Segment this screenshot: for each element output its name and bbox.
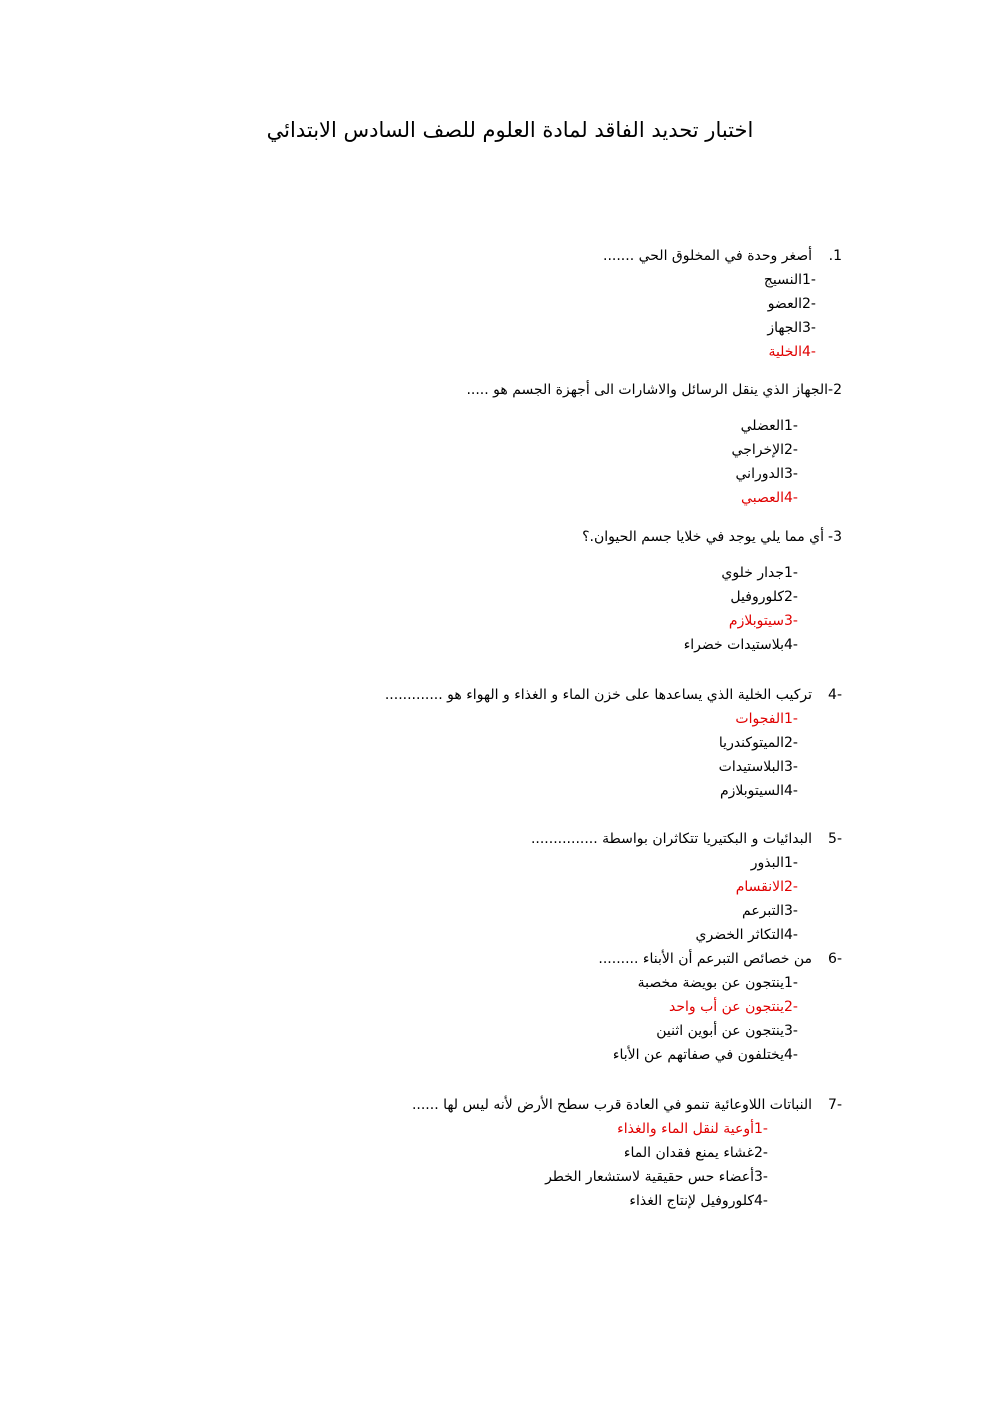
page-title: اختبار تحديد الفاقد لمادة العلوم للصف السادس الابتدائي: [266, 118, 754, 142]
option-3[interactable]: -3 سيتوبلازم: [728, 613, 798, 629]
question-7: [412, 1093, 842, 1213]
option-2[interactable]: -2 غشاء يمنع فقدان الماء: [623, 1145, 768, 1161]
option-1[interactable]: -1 أوعية لنقل الماء والغذاء: [617, 1121, 768, 1137]
question-number: -6: [828, 951, 842, 967]
option-4[interactable]: -4 كلوروفيل لإنتاج الغذاء: [629, 1193, 768, 1209]
question-number: 1.: [828, 248, 842, 264]
question-text: من خصائص التبرعم أن الأبناء .........: [598, 951, 812, 967]
option-1[interactable]: -1 النسيج: [763, 272, 816, 288]
option-1[interactable]: -1 جدار خلوي: [721, 565, 798, 581]
question-text: الجهاز الذي ينقل الرسائل والاشارات الى أجهزة الجسم هو .....: [466, 382, 829, 398]
option-3[interactable]: -3 البلاستيدات: [718, 759, 798, 775]
option-1[interactable]: -1 البذور: [750, 855, 798, 871]
question-text: تركيب الخلية الذي يساعدها على خزن الماء و الغذاء و الهواء هو .............: [384, 687, 812, 703]
question-text: أي مما يلي يوجد في خلايا جسم الحيوان.؟: [582, 529, 824, 545]
question-number: -5: [828, 831, 842, 847]
option-3[interactable]: -3 التبرعم: [742, 903, 798, 919]
option-1[interactable]: -1 ينتجون عن بويضة مخصبة: [637, 975, 798, 991]
option-2[interactable]: -2 ينتجون عن أب واحد: [669, 999, 798, 1015]
question-4: [385, 683, 842, 803]
option-2[interactable]: -2 الإخراجي: [731, 442, 798, 458]
option-3[interactable]: -3 أعضاء حس حقيقية لاستشعار الخطر: [545, 1169, 768, 1185]
question-number: 3-: [828, 529, 842, 545]
option-3[interactable]: -3 ينتجون عن أبوين اثنين: [656, 1023, 798, 1039]
option-3[interactable]: -3 الجهاز: [767, 320, 816, 336]
option-4[interactable]: -4 بلاستيدات خضراء: [683, 637, 798, 653]
option-4[interactable]: -4 الخلية: [768, 344, 816, 360]
option-2[interactable]: -2 كلوروفيل: [730, 589, 798, 605]
question-6: [598, 947, 842, 1067]
option-2[interactable]: -2 الميتوكندريا: [718, 735, 798, 751]
option-4[interactable]: -4 يختلفون في صفاتهم عن الأباء: [612, 1047, 798, 1063]
question-text: البدائيات و البكتيريا تتكاثران بواسطة ...............: [530, 831, 812, 847]
question-number: -7: [828, 1097, 842, 1113]
option-4[interactable]: -4 السيتوبلازم: [719, 783, 798, 799]
question-text: أصغر وحدة في المخلوق الحي .......: [603, 248, 812, 264]
option-2[interactable]: -2 الانقسام: [735, 879, 798, 895]
option-4[interactable]: -4 العصبي: [741, 490, 798, 506]
question-3: [582, 525, 842, 657]
option-1[interactable]: -1 العضلي: [740, 418, 798, 434]
option-1[interactable]: -1 الفجوات: [735, 711, 798, 727]
option-4[interactable]: -4 التكاثر الخضري: [695, 927, 798, 943]
question-number: -4: [828, 687, 842, 703]
question-5: [531, 827, 842, 947]
question-2: [466, 378, 842, 510]
question-number: 2-: [828, 382, 842, 398]
question-text: النباتات اللاوعائية تنمو في العادة قرب سطح الأرض لأنه ليس لها ......: [411, 1097, 812, 1113]
option-2[interactable]: -2 العضو: [767, 296, 816, 312]
option-3[interactable]: -3 الدوراني: [735, 466, 798, 482]
question-1: [603, 244, 842, 364]
